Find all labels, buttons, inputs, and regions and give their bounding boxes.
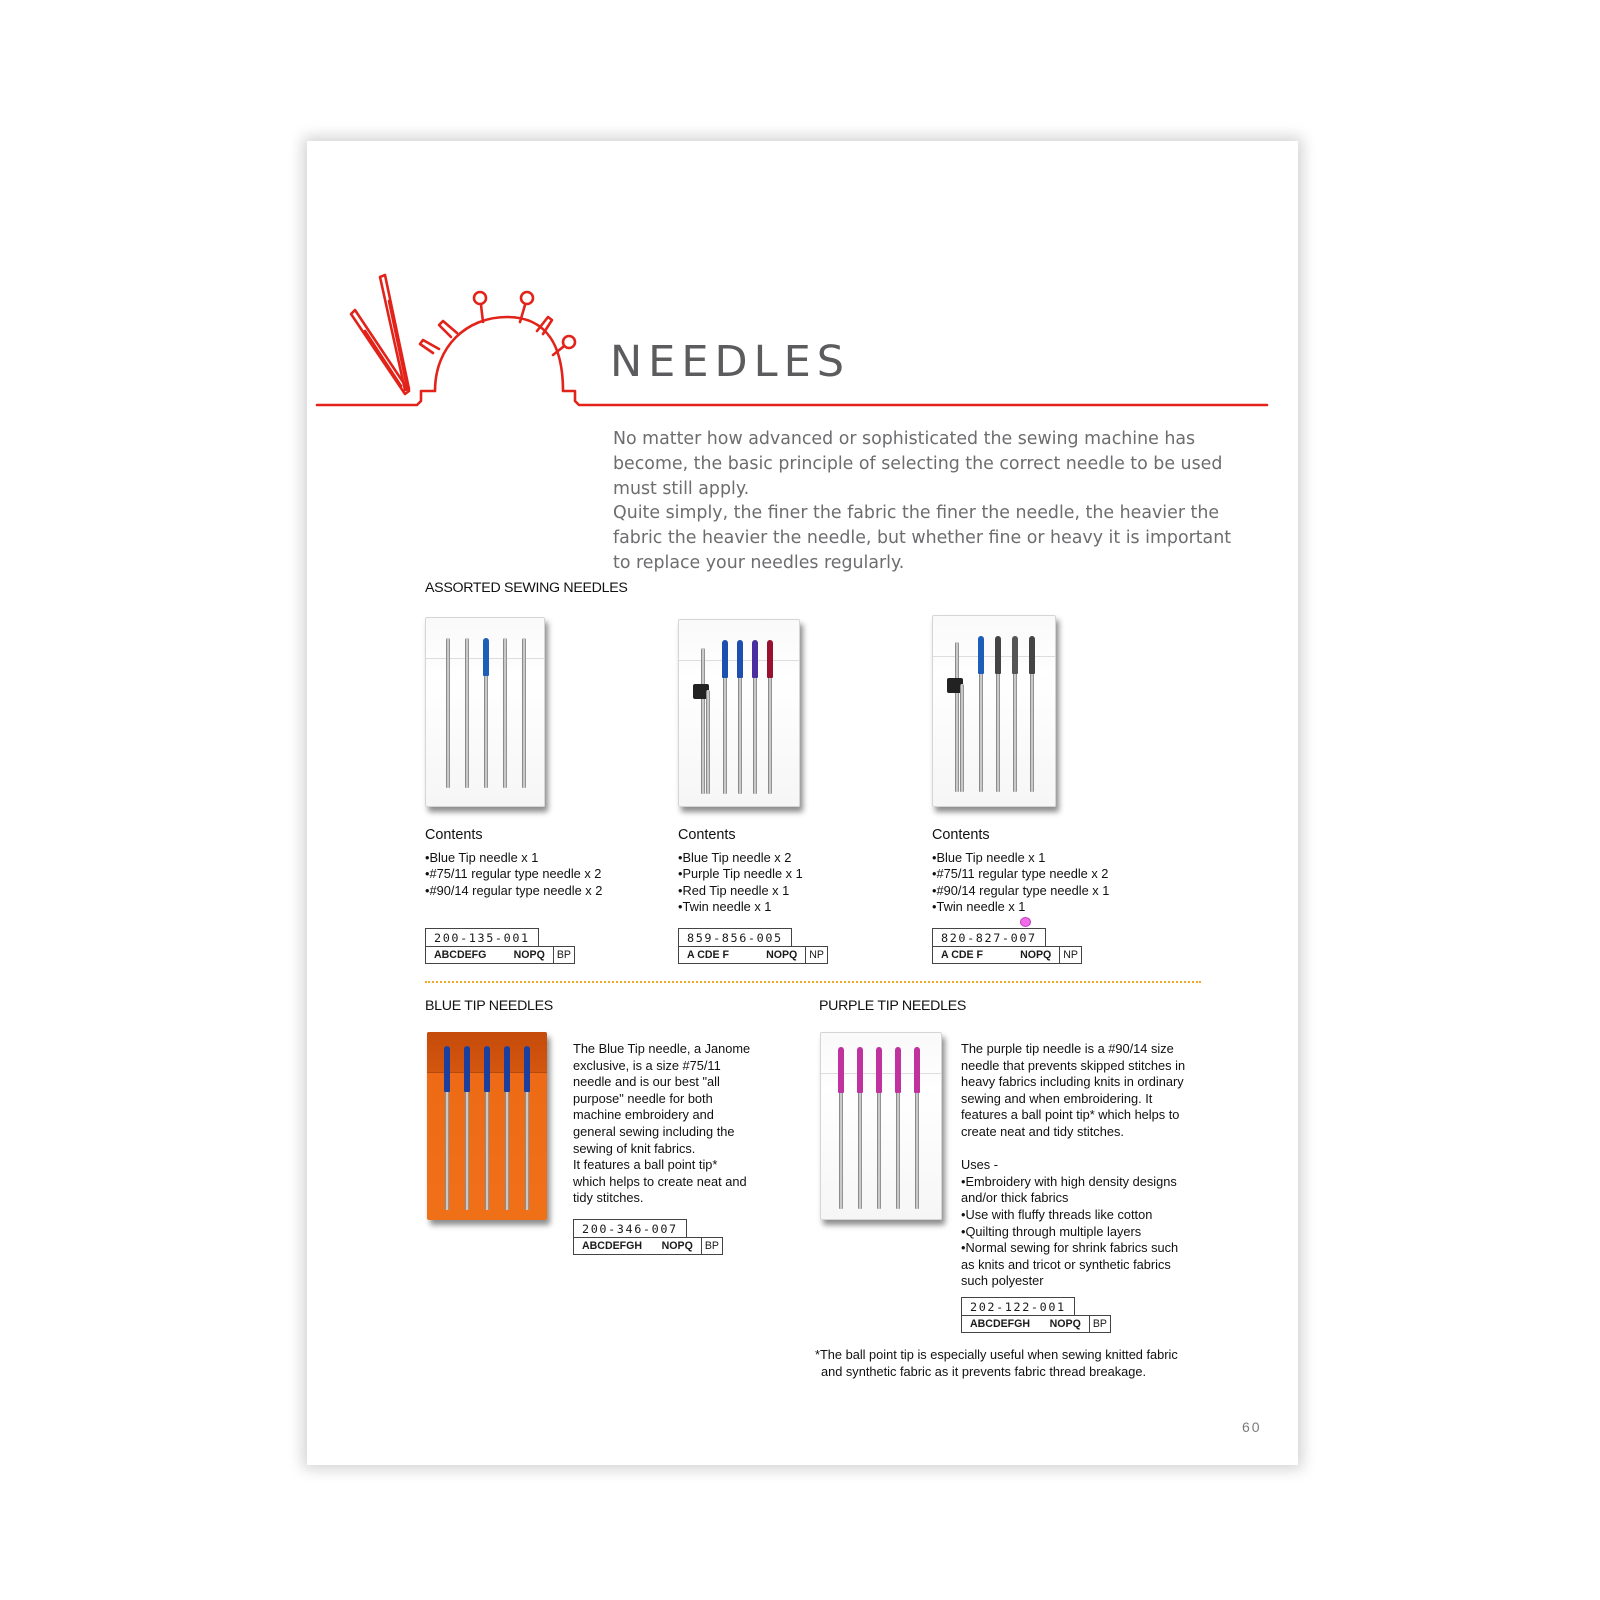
intro-text: [613, 427, 1253, 576]
needle-type-tag: BP: [1089, 1316, 1110, 1332]
compatibility-row: [678, 946, 828, 964]
needle-type-tag: BP: [701, 1238, 722, 1254]
needle-icon: [465, 638, 469, 788]
purple-tip-needle-icon: [858, 1047, 862, 1209]
compatibility-row: [961, 1315, 1111, 1333]
model-letters: A CDE F: [941, 949, 983, 961]
blue-tip-needle-icon: [485, 1046, 489, 1210]
contents-item: •#90/14 regular type needle x 1: [932, 882, 1110, 898]
needle-type-tag: NP: [1059, 947, 1081, 963]
contents-item: •Blue Tip needle x 1: [425, 850, 539, 865]
product-code-box: [425, 928, 575, 964]
blue-tip-needle-icon: [484, 638, 488, 788]
needle-icon: [996, 636, 1000, 792]
model-suffix: NOPQ: [513, 949, 545, 961]
compatibility-row: [425, 946, 575, 964]
twin-needle-icon: [955, 642, 959, 792]
contents-item: •Twin needle x 1: [932, 899, 1026, 915]
contents-list: [678, 850, 803, 916]
model-suffix: NOPQ: [661, 1240, 693, 1252]
dotted-divider: [425, 981, 1201, 983]
model-letters: ABCDEFGH: [582, 1240, 643, 1252]
red-tip-needle-icon: [768, 640, 772, 794]
product-code: 820-827-007: [932, 928, 1046, 946]
description-line: general sewing including the: [573, 1123, 735, 1139]
intro-paragraph-1: No matter how advanced or sophisticated the sewing machine has become, the basic principle of selecting the correct needle to be used must still apply.: [613, 429, 1223, 499]
description-line: It features a ball point tip*: [573, 1157, 718, 1173]
page-number: 60: [1242, 1419, 1262, 1435]
needle-icon: [503, 638, 507, 788]
uses-line: •Quilting through multiple layers: [961, 1223, 1142, 1239]
needle-icon: [706, 690, 710, 794]
needle-icon: [1013, 636, 1017, 792]
description-line: purpose" needle for both: [573, 1090, 713, 1106]
twin-needle-icon: [701, 648, 705, 794]
contents-item: •#75/11 regular type needle x 2: [932, 866, 1109, 882]
description-line: The Blue Tip needle, a Janome: [573, 1041, 751, 1056]
model-suffix: NOPQ: [766, 949, 798, 961]
product-code-box: [961, 1297, 1111, 1333]
pack-lid: [933, 616, 1055, 657]
needle-type-tag: BP: [553, 947, 574, 963]
blue-tip-needle-icon: [979, 636, 983, 792]
model-suffix: NOPQ: [1049, 1318, 1081, 1330]
catalog-page: [307, 141, 1298, 1465]
uses-line: •Embroidery with high density designs: [961, 1173, 1177, 1189]
needle-icon: [960, 684, 964, 792]
product-code-box: [932, 928, 1082, 964]
contents-item: •#75/11 regular type needle x 2: [425, 866, 602, 882]
needle-icon: [1030, 636, 1034, 792]
uses-line: as knits and tricot or synthetic fabrics: [961, 1256, 1171, 1272]
purple-tip-pack-image: [820, 1032, 942, 1220]
blue-tip-pack-image: [427, 1032, 547, 1220]
blue-tip-needle-icon: [465, 1046, 469, 1210]
product-code: 200-346-007: [573, 1219, 687, 1237]
uses-line: such polyester: [961, 1273, 1044, 1289]
assorted-pack-1-image: [425, 617, 545, 807]
needle-type-tag: NP: [805, 947, 827, 963]
assorted-heading: ASSORTED SEWING NEEDLES: [425, 580, 628, 596]
needle-icon: [446, 638, 450, 788]
assorted-pack-2-image: [678, 619, 800, 807]
description-line: features a ball point tip* which helps to: [961, 1107, 1180, 1123]
contents-item: •Twin needle x 1: [678, 899, 772, 915]
footnote: [815, 1347, 1178, 1380]
uses-label: Uses -: [961, 1157, 998, 1173]
contents-item: •#90/14 regular type needle x 2: [425, 882, 603, 898]
blue-tip-needle-icon: [525, 1046, 529, 1210]
description-line: tidy stitches.: [573, 1190, 644, 1206]
contents-heading: Contents: [678, 827, 736, 843]
contents-item: •Blue Tip needle x 1: [932, 850, 1046, 865]
blue-tip-needle-icon: [723, 640, 727, 794]
description-line: sewing of knit fabrics.: [573, 1140, 696, 1156]
footnote-line-2: and synthetic fabric as it prevents fabric thread breakage.: [821, 1363, 1147, 1379]
contents-list: [425, 850, 602, 899]
uses-line: •Use with fluffy threads like cotton: [961, 1206, 1153, 1222]
model-suffix: NOPQ: [1020, 949, 1052, 961]
product-code-box: [678, 928, 828, 964]
product-code: 859-856-005: [678, 928, 792, 946]
intro-paragraph-2: Quite simply, the finer the fabric the finer the needle, the heavier the fabric the heavier the needle, but whether fine or heavy it is important to replace your needles regularly.: [613, 503, 1232, 573]
contents-item: •Red Tip needle x 1: [678, 882, 790, 898]
description-line: The purple tip needle is a #90/14 size: [961, 1041, 1174, 1056]
contents-list: [932, 850, 1109, 916]
blue-tip-needle-icon: [445, 1046, 449, 1210]
blue-tip-needle-icon: [505, 1046, 509, 1210]
purple-tip-needle-icon: [877, 1047, 881, 1209]
product-code: 200-135-001: [425, 928, 539, 946]
description-line: exclusive, is a size #75/11: [573, 1057, 721, 1073]
compatibility-row: [573, 1237, 723, 1255]
blue-tip-description: [573, 1041, 773, 1207]
page-title: NEEDLES: [610, 337, 851, 387]
footnote-line-1: *The ball point tip is especially useful when sewing knitted fabric: [815, 1347, 1178, 1362]
purple-tip-heading: PURPLE TIP NEEDLES: [819, 998, 967, 1014]
description-line: sewing and when embroidering. It: [961, 1090, 1153, 1106]
product-code: 202-122-001: [961, 1297, 1075, 1315]
purple-tip-needle-icon: [915, 1047, 919, 1209]
description-line: which helps to create neat and: [573, 1173, 747, 1189]
product-code-box: [573, 1219, 723, 1255]
contents-heading: Contents: [425, 827, 483, 843]
needle-icon: [522, 638, 526, 788]
description-line: heavy fabrics including knits in ordinary: [961, 1074, 1184, 1090]
contents-item: •Blue Tip needle x 2: [678, 850, 792, 865]
purple-tip-description: [961, 1041, 1221, 1290]
purple-tip-needle-icon: [896, 1047, 900, 1209]
purple-tip-needle-icon: [753, 640, 757, 794]
model-letters: ABCDEFGH: [970, 1318, 1031, 1330]
compatibility-row: [932, 946, 1082, 964]
contents-item: •Purple Tip needle x 1: [678, 866, 803, 882]
purple-tip-needle-icon: [839, 1047, 843, 1209]
spacer: [961, 1141, 1221, 1158]
description-line: needle and is our best "all: [573, 1074, 720, 1090]
annotation-marker-icon: [1020, 917, 1031, 927]
model-letters: ABCDEFG: [434, 949, 487, 961]
description-line: create neat and tidy stitches.: [961, 1123, 1124, 1139]
assorted-pack-3-image: [932, 615, 1056, 807]
description-line: needle that prevents skipped stitches in: [961, 1057, 1186, 1073]
uses-line: •Normal sewing for shrink fabrics such: [961, 1240, 1179, 1256]
uses-line: and/or thick fabrics: [961, 1190, 1069, 1206]
description-line: machine embroidery and: [573, 1107, 714, 1123]
contents-heading: Contents: [932, 827, 990, 843]
blue-tip-heading: BLUE TIP NEEDLES: [425, 998, 553, 1014]
blue-tip-needle-icon: [738, 640, 742, 794]
model-letters: A CDE F: [687, 949, 729, 961]
